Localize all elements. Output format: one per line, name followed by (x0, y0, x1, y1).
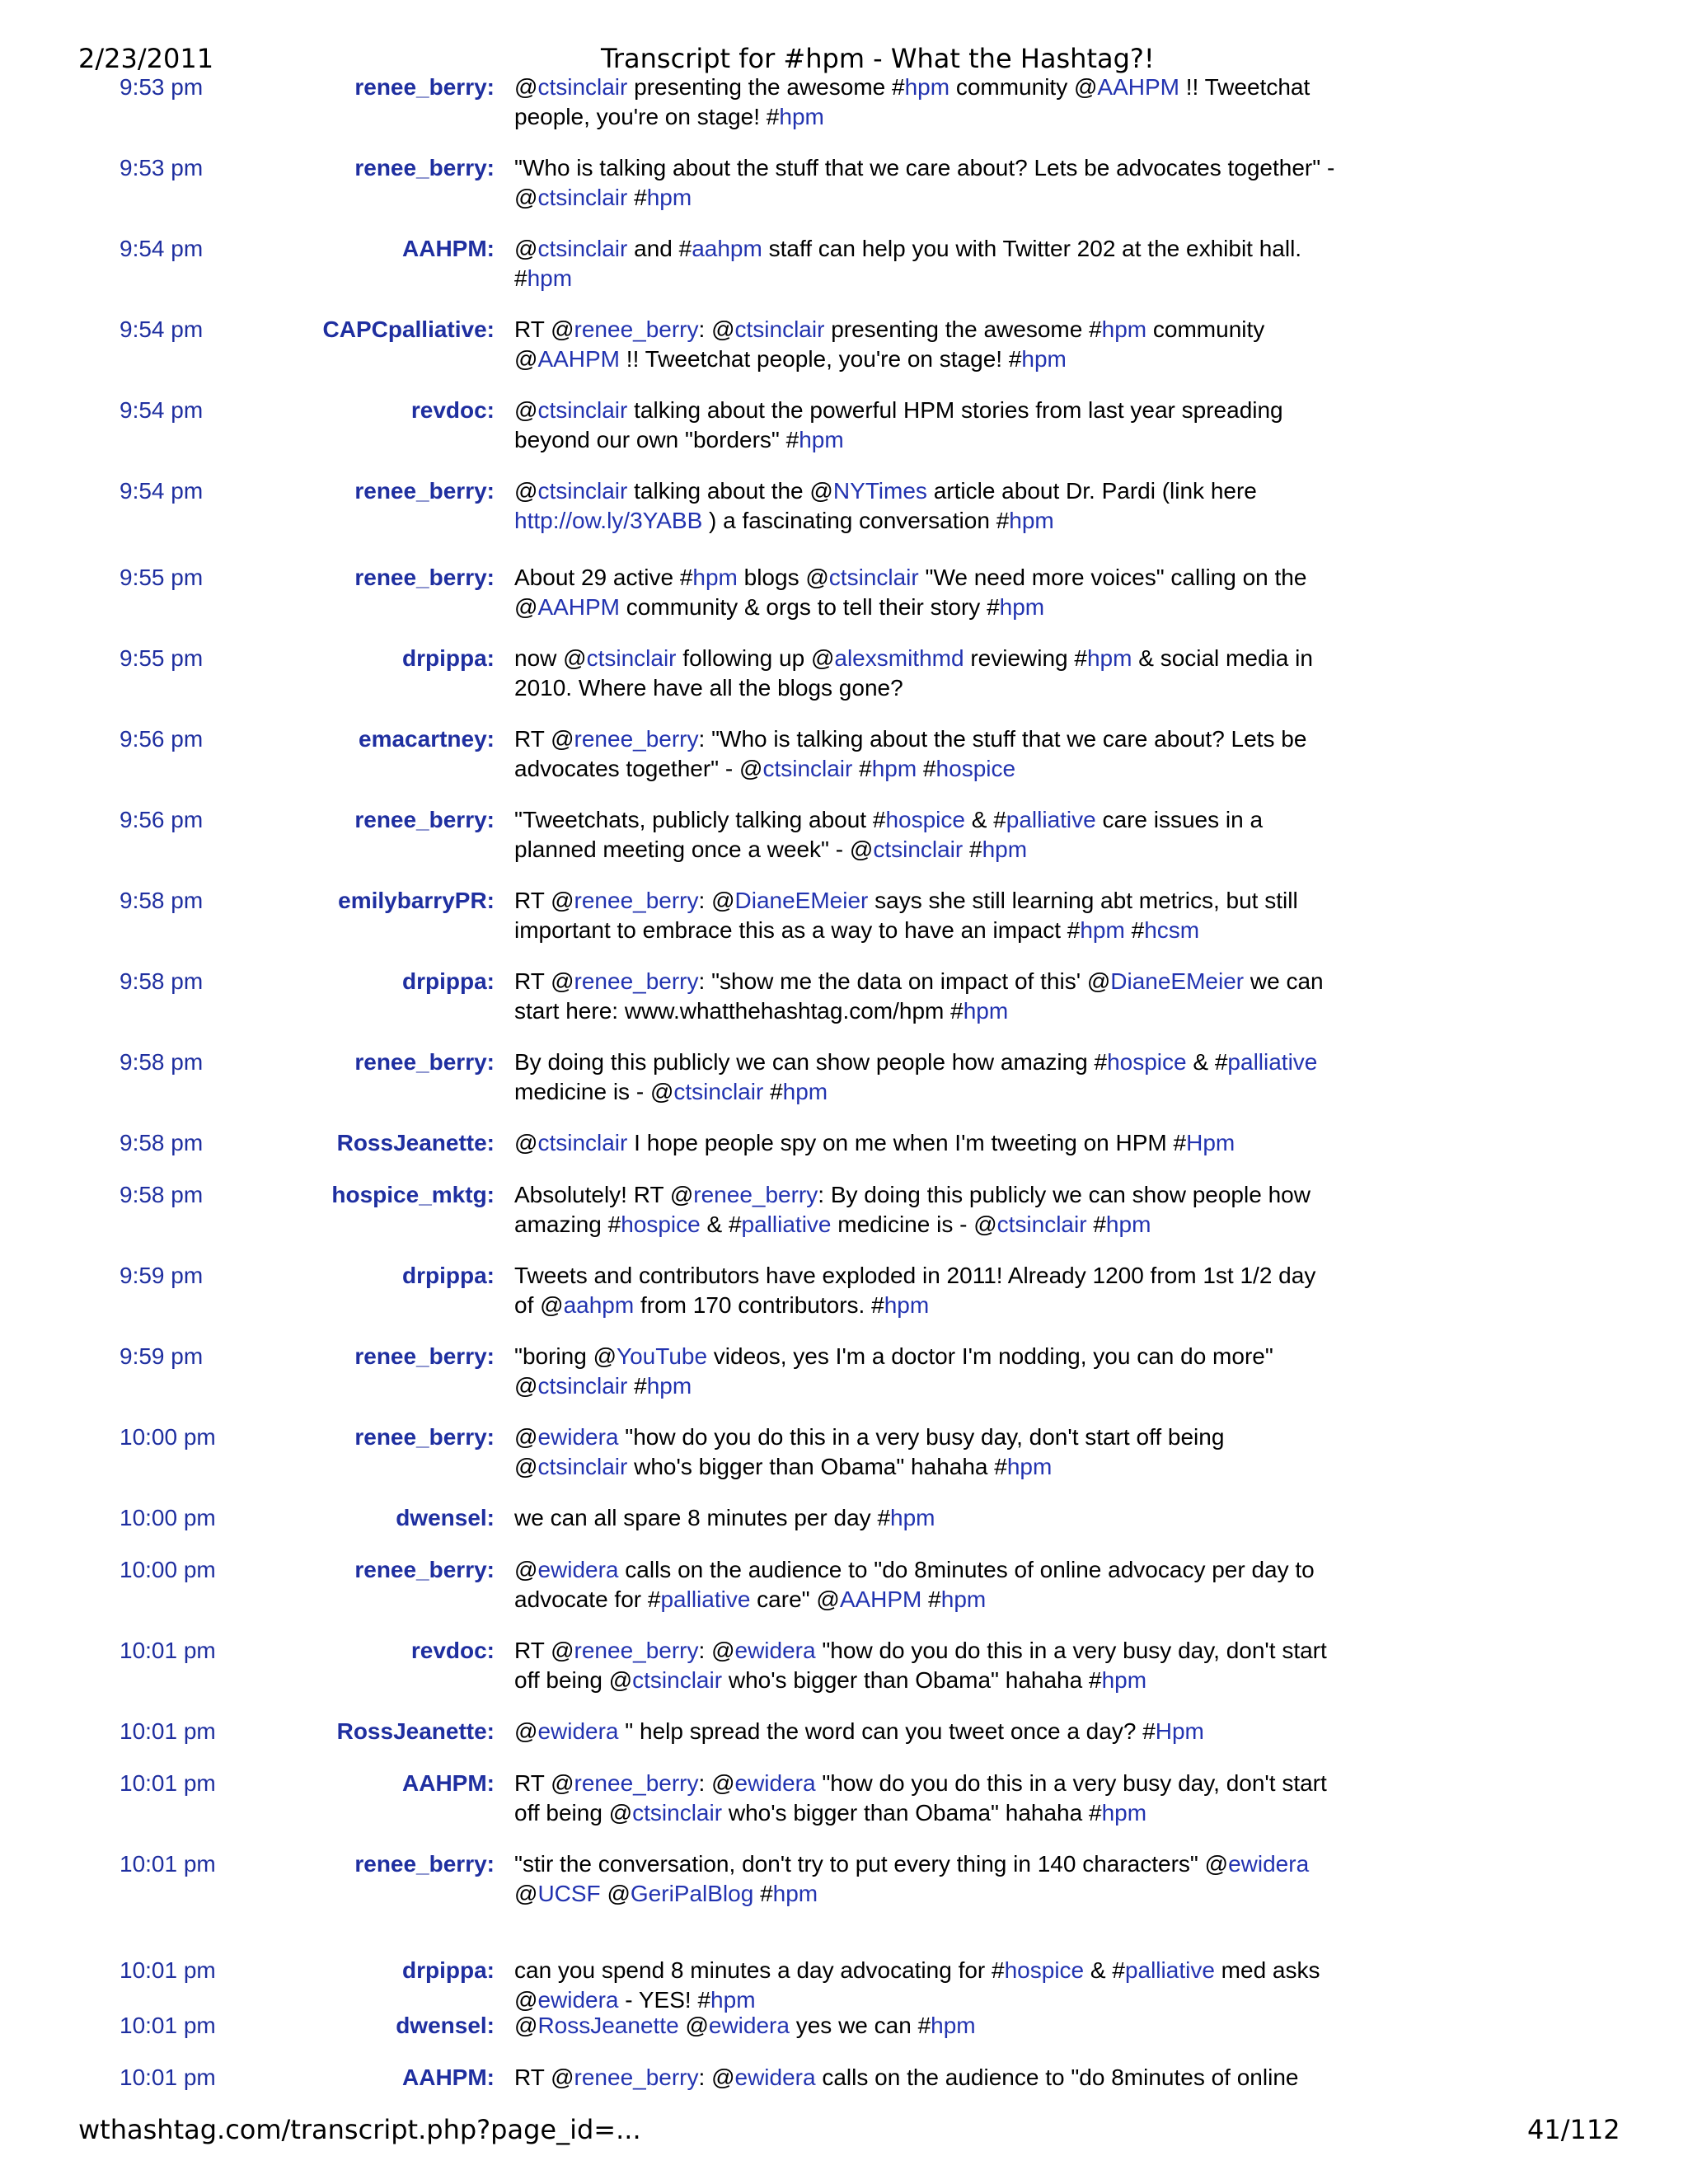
tweet-text: @ctsinclair and #aahpm staff can help you with Twitter 202 at the exhibit hall. #hpm (514, 236, 1302, 291)
hashtag-link[interactable]: #Hpm (1142, 1718, 1204, 1744)
tweet-text: @ctsinclair talking about the powerful HPM stories from last year spreading beyond our own "borders" #hpm (514, 397, 1283, 452)
tweet-time[interactable]: 10:01 pm (120, 1957, 216, 1983)
tweet-text: RT @renee_berry: @ewidera "how do you do this in a very busy day, don't start off being @ctsinclair who's bigger than Obama" hahaha #hpm (514, 1638, 1327, 1693)
mention-link[interactable]: @ctsinclair (849, 837, 964, 862)
header-date: 2/23/2011 (78, 43, 214, 74)
hashtag-link[interactable]: #hpm (871, 1292, 930, 1318)
tweet-user[interactable]: hospice_mktg: (331, 1182, 495, 1207)
mention-link[interactable]: @ewidera (685, 2013, 790, 2038)
mention-link[interactable]: @AAHPM (1073, 74, 1179, 100)
tweet-user[interactable]: renee_berry: (354, 155, 495, 180)
mention-link[interactable]: @alexsmithmd (810, 645, 964, 671)
mention-link[interactable]: @ctsinclair (514, 1130, 628, 1155)
tweet-time[interactable]: 9:59 pm (120, 1343, 204, 1369)
tweet-text: RT @renee_berry: @ewidera calls on the audience to "do 8minutes of online (514, 2064, 1299, 2090)
hashtag-link[interactable]: #hpm (1089, 316, 1147, 342)
tweet-text: now @ctsinclair following up @alexsmithmd reviewing #hpm & social media in 2010. Where have all the blogs gone? (514, 645, 1313, 701)
hashtag-link[interactable]: #hpm (987, 594, 1045, 620)
tweet-user[interactable]: drpippa: (402, 645, 495, 671)
hashtag-link[interactable]: #hospice (607, 1212, 701, 1237)
hashtag-link[interactable]: #palliative (647, 1586, 751, 1612)
tweet-text: we can all spare 8 minutes per day #hpm (514, 1505, 935, 1530)
tweet-text: RT @renee_berry: @ewidera "how do you do this in a very busy day, don't start off being @ctsinclair who's bigger than Obama" hahaha #hpm (514, 1770, 1327, 1825)
tweet-time[interactable]: 9:53 pm (120, 155, 204, 180)
tweet-text: RT @renee_berry: @ctsinclair presenting the awesome #hpm community @AAHPM !! Tweetchat people, you're on stage! #hpm (514, 316, 1265, 372)
mention-link[interactable]: @ewidera (514, 1987, 619, 2013)
tweet-user[interactable]: revdoc: (410, 397, 495, 423)
hashtag-link[interactable]: #hpm (859, 756, 917, 781)
tweet-time[interactable]: 9:56 pm (120, 807, 204, 832)
tweet-time[interactable]: 10:01 pm (120, 1851, 216, 1877)
tweet-time[interactable]: 9:58 pm (120, 968, 204, 994)
hashtag-link[interactable]: #hpm (679, 565, 738, 590)
tweet-user[interactable]: renee_berry: (354, 1049, 495, 1075)
tweet-user[interactable]: AAHPM: (402, 236, 495, 261)
mention-link[interactable]: @ctsinclair (514, 74, 628, 100)
mention-link[interactable]: @ctsinclair (805, 565, 919, 590)
mention-link[interactable]: @ctsinclair (514, 478, 628, 504)
tweet-text: RT @renee_berry: "Who is talking about the stuff that we care about? Lets be advocates together" - @ctsinclair #hpm #hospice (514, 726, 1307, 781)
footer-url: wthashtag.com/transcript.php?page_id=... (78, 2114, 641, 2145)
tweet-text: @ctsinclair presenting the awesome #hpm community @AAHPM !! Tweetchat people, you're on stage! #hpm (514, 74, 1311, 129)
hashtag-link[interactable]: #hpm (1088, 1800, 1147, 1825)
tweet-time[interactable]: 9:54 pm (120, 236, 204, 261)
tweet-time[interactable]: 10:01 pm (120, 1638, 216, 1663)
hashtag-link[interactable]: #hpm (928, 1586, 987, 1612)
hashtag-link[interactable]: #hpm (514, 265, 573, 291)
tweet-user[interactable]: RossJeanette: (336, 1718, 495, 1744)
hashtag-link[interactable]: #hpm (785, 427, 844, 452)
mention-link[interactable]: @ewidera (711, 1638, 816, 1663)
tweet-user[interactable]: revdoc: (410, 1638, 495, 1663)
tweet-user[interactable]: renee_berry: (354, 1343, 495, 1369)
mention-link[interactable]: @ctsinclair (514, 236, 628, 261)
mention-link[interactable]: @renee_berry (551, 726, 699, 752)
mention-link[interactable]: @ctsinclair (649, 1079, 764, 1104)
tweet-text: "boring @YouTube videos, yes I'm a doctor I'm nodding, you can do more" @ctsinclair #hpm (514, 1343, 1273, 1399)
tweet-time[interactable]: 9:55 pm (120, 645, 204, 671)
hashtag-link[interactable]: #hcsm (1131, 917, 1200, 943)
tweet-user[interactable]: drpippa: (402, 1957, 495, 1983)
tweet-time[interactable]: 10:01 pm (120, 2064, 216, 2090)
mention-link[interactable]: @ctsinclair (514, 185, 628, 210)
tweet-text: Absolutely! RT @renee_berry: By doing this publicly we can show people how amazing #hospice & #palliative medicine is - @ctsinclair #hpm (514, 1182, 1311, 1237)
tweet-time[interactable]: 9:53 pm (120, 74, 204, 100)
tweet-time[interactable]: 9:58 pm (120, 1182, 204, 1207)
hashtag-link[interactable]: #palliative (993, 807, 1096, 832)
tweet-text: RT @renee_berry: @DianeEMeier says she still learning abt metrics, but still important to embrace this as a way to have an impact #hpm #hcsm (514, 888, 1298, 943)
tweet-text: RT @renee_berry: "show me the data on impact of this' @DianeEMeier we can start here: www.whatthehashtag.com/hpm #hpm (514, 968, 1324, 1024)
mention-link[interactable]: @ewidera (711, 1770, 816, 1796)
hashtag-link[interactable]: #hpm (766, 104, 824, 129)
tweet-time[interactable]: 9:55 pm (120, 565, 204, 590)
page-title: Transcript for #hpm - What the Hashtag?! (601, 43, 1155, 74)
tweet-user[interactable]: emacartney: (359, 726, 495, 752)
tweet-text: About 29 active #hpm blogs @ctsinclair "We need more voices" calling on the @AAHPM community & orgs to tell their story #hpm (514, 565, 1307, 620)
mention-link[interactable]: @DianeEMeier (1086, 968, 1245, 994)
hashtag-link[interactable]: #hospice (872, 807, 965, 832)
hashtag-link[interactable]: #hpm (1067, 917, 1125, 943)
mention-link[interactable]: @DianeEMeier (711, 888, 869, 913)
hashtag-link[interactable]: #hpm (770, 1079, 828, 1104)
tweet-user[interactable]: emilybarryPR: (338, 888, 495, 913)
page-number: 41/112 (1527, 2114, 1620, 2145)
hashtag-link[interactable]: #hpm (634, 185, 692, 210)
hashtag-link[interactable]: #hpm (1093, 1212, 1151, 1237)
tweet-time[interactable]: 10:00 pm (120, 1424, 216, 1450)
hashtag-link[interactable]: #palliative (1112, 1957, 1215, 1983)
mention-link[interactable]: @renee_berry (551, 888, 699, 913)
hashtag-link[interactable]: #hpm (1008, 346, 1067, 372)
tweet-text: "Tweetchats, publicly talking about #hospice & #palliative care issues in a planned meeting once a week" - @ctsinclair #hpm (514, 807, 1264, 862)
mention-link[interactable]: @ctsinclair (608, 1667, 723, 1693)
hashtag-link[interactable]: #Hpm (1173, 1130, 1236, 1155)
hashtag-link[interactable]: #hospice (922, 756, 1016, 781)
hashtag-link[interactable]: #hpm (996, 508, 1054, 533)
tweet-time[interactable]: 9:58 pm (120, 1130, 204, 1155)
tweet-user[interactable]: dwensel: (396, 1505, 495, 1530)
mention-link[interactable]: @renee_berry (551, 968, 699, 994)
tweet-user[interactable]: drpippa: (402, 1263, 495, 1288)
hashtag-link[interactable]: #hpm (950, 998, 1009, 1024)
tweet-text: Tweets and contributors have exploded in 2011! Already 1200 from 1st 1/2 day of @aahpm from 170 contributors. #hpm (514, 1263, 1316, 1318)
mention-link[interactable]: @renee_berry (669, 1182, 818, 1207)
tweet-time[interactable]: 9:54 pm (120, 397, 204, 423)
tweet-text: @ctsinclair I hope people spy on me when I'm tweeting on HPM #Hpm (514, 1130, 1236, 1155)
hashtag-link[interactable]: #hpm (994, 1454, 1053, 1479)
tweet-time[interactable]: 10:00 pm (120, 1557, 216, 1582)
mention-link[interactable]: @RossJeanette (514, 2013, 679, 2038)
mention-link[interactable]: @ewidera (514, 1424, 619, 1450)
mention-link[interactable]: @ctsinclair (711, 316, 825, 342)
tweet-time[interactable]: 10:00 pm (120, 1505, 216, 1530)
mention-link[interactable]: @ewidera (514, 1718, 619, 1744)
url-link[interactable]: http://ow.ly/3YABB (514, 508, 703, 533)
tweet-text: @ctsinclair talking about the @NYTimes article about Dr. Pardi (link here http://ow.ly/3YABB ) a fascinating conversation #hpm (514, 478, 1257, 533)
tweet-time[interactable]: 9:56 pm (120, 726, 204, 752)
mention-link[interactable]: @renee_berry (551, 1770, 699, 1796)
mention-link[interactable]: @ctsinclair (739, 756, 853, 781)
tweet-time[interactable]: 9:54 pm (120, 478, 204, 504)
mention-link[interactable]: @NYTimes (809, 478, 927, 504)
mention-link[interactable]: @renee_berry (551, 316, 699, 342)
hashtag-link[interactable]: #palliative (728, 1212, 832, 1237)
hashtag-link[interactable]: #hpm (877, 1505, 935, 1530)
tweet-time[interactable]: 10:01 pm (120, 1770, 216, 1796)
hashtag-link[interactable]: #hpm (1074, 645, 1132, 671)
mention-link[interactable]: @YouTube (593, 1343, 708, 1369)
mention-link[interactable]: @ctsinclair (514, 397, 628, 423)
tweet-user[interactable]: AAHPM: (402, 2064, 495, 2090)
hashtag-link[interactable]: #hpm (917, 2013, 976, 2038)
hashtag-link[interactable]: #hospice (992, 1957, 1085, 1983)
hashtag-link[interactable]: #hpm (760, 1881, 818, 1906)
mention-link[interactable]: @renee_berry (551, 2064, 699, 2090)
tweet-user[interactable]: renee_berry: (354, 74, 495, 100)
mention-link[interactable]: @ctsinclair (973, 1212, 1087, 1237)
tweet-time[interactable]: 10:01 pm (120, 1718, 216, 1744)
tweet-text: @ewidera calls on the audience to "do 8minutes of online advocacy per day to advocate for #palliative care" @AAHPM #hpm (514, 1557, 1315, 1612)
hashtag-link[interactable]: #hpm (1088, 1667, 1147, 1693)
mention-link[interactable]: @ewidera (514, 1557, 619, 1582)
mention-link[interactable]: @AAHPM (514, 346, 621, 372)
mention-link[interactable]: @renee_berry (551, 1638, 699, 1663)
hashtag-link[interactable]: #aahpm (678, 236, 762, 261)
tweet-user[interactable]: renee_berry: (354, 807, 495, 832)
hashtag-link[interactable]: #palliative (1214, 1049, 1318, 1075)
hashtag-link[interactable]: #hpm (969, 837, 1028, 862)
tweet-text: "Who is talking about the stuff that we care about? Lets be advocates together" - @ctsinclair #hpm (514, 155, 1335, 210)
mention-link[interactable]: @ewidera (1204, 1851, 1310, 1877)
tweet-text: @ewidera "how do you do this in a very busy day, don't start off being @ctsinclair who's bigger than Obama" hahaha #hpm (514, 1424, 1225, 1479)
tweet-time[interactable]: 9:58 pm (120, 1049, 204, 1075)
mention-link[interactable]: @AAHPM (816, 1586, 922, 1612)
tweet-text: By doing this publicly we can show people how amazing #hospice & #palliative medicine is - @ctsinclair #hpm (514, 1049, 1318, 1104)
tweet-user[interactable]: dwensel: (396, 2013, 495, 2038)
tweet-user[interactable]: renee_berry: (354, 478, 495, 504)
tweet-time[interactable]: 9:58 pm (120, 888, 204, 913)
tweet-time[interactable]: 10:01 pm (120, 2013, 216, 2038)
tweet-time[interactable]: 9:54 pm (120, 316, 204, 342)
mention-link[interactable]: @ewidera (711, 2064, 816, 2090)
tweet-user[interactable]: renee_berry: (354, 1557, 495, 1582)
mention-link[interactable]: @UCSF (514, 1881, 601, 1906)
tweet-text: can you spend 8 minutes a day advocating for #hospice & #palliative med asks @ewidera - YES! #hpm (514, 1957, 1320, 2013)
tweet-user[interactable]: RossJeanette: (336, 1130, 495, 1155)
hashtag-link[interactable]: #hpm (892, 74, 950, 100)
hashtag-link[interactable]: #hpm (697, 1987, 756, 2013)
tweet-user[interactable]: renee_berry: (354, 1851, 495, 1877)
mention-link[interactable]: @ctsinclair (563, 645, 677, 671)
mention-link[interactable]: @GeriPalBlog (607, 1881, 754, 1906)
mention-link[interactable]: @ctsinclair (514, 1373, 628, 1399)
tweet-text: @RossJeanette @ewidera yes we can #hpm (514, 2013, 976, 2038)
mention-link[interactable]: @AAHPM (514, 594, 621, 620)
tweet-user[interactable]: AAHPM: (402, 1770, 495, 1796)
hashtag-link[interactable]: #hospice (1094, 1049, 1187, 1075)
hashtag-link[interactable]: #hpm (634, 1373, 692, 1399)
tweet-time[interactable]: 9:59 pm (120, 1263, 204, 1288)
tweet-text: @ewidera " help spread the word can you tweet once a day? #Hpm (514, 1718, 1204, 1744)
mention-link[interactable]: @ctsinclair (514, 1454, 628, 1479)
mention-link[interactable]: @aahpm (540, 1292, 635, 1318)
tweet-user[interactable]: renee_berry: (354, 1424, 495, 1450)
tweet-text: "stir the conversation, don't try to put every thing in 140 characters" @ewidera @UCSF @GeriPalBlog #hpm (514, 1851, 1310, 1906)
tweet-user[interactable]: drpippa: (402, 968, 495, 994)
mention-link[interactable]: @ctsinclair (608, 1800, 723, 1825)
tweet-user[interactable]: CAPCpalliative: (322, 316, 495, 342)
tweet-user[interactable]: renee_berry: (354, 565, 495, 590)
